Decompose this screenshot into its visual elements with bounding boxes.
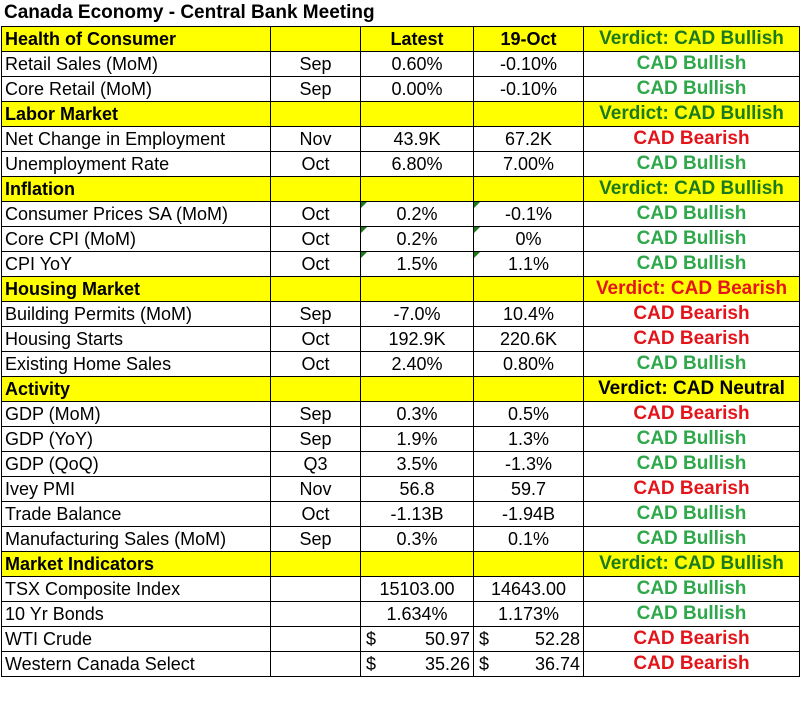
previous-cell-value: 0% <box>515 228 542 249</box>
indicator-name: Western Canada Select <box>2 652 271 677</box>
latest-cell <box>361 127 474 152</box>
indicator-name: GDP (QoQ) <box>2 452 271 477</box>
indicator-period <box>271 652 361 677</box>
section-period-blank <box>271 102 361 127</box>
latest-cell <box>361 602 474 627</box>
latest-cell <box>361 577 474 602</box>
latest-cell <box>361 77 474 102</box>
latest-cell-value: 43.9K <box>393 128 441 149</box>
comment-marker-icon <box>474 202 480 208</box>
indicator-period <box>271 627 361 652</box>
indicator-period: Nov <box>271 127 361 152</box>
indicator-name: Trade Balance <box>2 502 271 527</box>
indicator-period: Sep <box>271 52 361 77</box>
latest-cell-value: 6.80% <box>391 153 443 174</box>
indicator-verdict: CAD Bullish <box>584 52 800 77</box>
latest-cell-value: 1.5% <box>396 253 438 274</box>
column-header-latest <box>361 552 474 577</box>
latest-cell-value: 0.60% <box>391 53 443 74</box>
indicator-period: Oct <box>271 202 361 227</box>
currency-symbol: $ <box>479 653 490 674</box>
previous-cell <box>474 427 584 452</box>
previous-cell <box>474 302 584 327</box>
section-name: Activity <box>2 377 271 402</box>
indicator-verdict: CAD Bullish <box>584 527 800 552</box>
previous-cell <box>474 577 584 602</box>
table-row <box>2 152 800 177</box>
section-verdict: Verdict: CAD Bullish <box>584 27 800 52</box>
currency-symbol: $ <box>479 628 490 649</box>
previous-cell <box>474 352 584 377</box>
latest-cell <box>361 452 474 477</box>
indicator-verdict: CAD Bearish <box>584 127 800 152</box>
indicator-verdict: CAD Bullish <box>584 502 800 527</box>
indicator-period: Nov <box>271 477 361 502</box>
latest-cell <box>361 477 474 502</box>
section-header-row <box>2 552 800 577</box>
indicator-period: Sep <box>271 402 361 427</box>
indicator-name: CPI YoY <box>2 252 271 277</box>
comment-marker-icon <box>474 227 480 233</box>
section-verdict: Verdict: CAD Bullish <box>584 177 800 202</box>
comment-marker-icon <box>361 252 367 258</box>
currency-symbol: $ <box>366 628 377 649</box>
indicator-verdict: CAD Bullish <box>584 427 800 452</box>
table-row <box>2 252 800 277</box>
indicator-period: Oct <box>271 252 361 277</box>
latest-cell-value: 2.40% <box>391 353 443 374</box>
column-header-previous <box>474 177 584 202</box>
section-name: Health of Consumer <box>2 27 271 52</box>
previous-cell-value: 52.28 <box>534 628 580 649</box>
latest-cell <box>361 502 474 527</box>
table-row <box>2 577 800 602</box>
indicator-verdict: CAD Bullish <box>584 577 800 602</box>
previous-cell <box>474 527 584 552</box>
economy-table <box>1 26 800 677</box>
previous-cell <box>474 252 584 277</box>
indicator-period <box>271 602 361 627</box>
previous-cell <box>474 77 584 102</box>
indicator-verdict: CAD Bearish <box>584 402 800 427</box>
latest-cell <box>361 352 474 377</box>
latest-cell <box>361 152 474 177</box>
indicator-verdict: CAD Bullish <box>584 202 800 227</box>
previous-cell <box>474 477 584 502</box>
section-name: Labor Market <box>2 102 271 127</box>
previous-cell <box>474 52 584 77</box>
section-verdict: Verdict: CAD Neutral <box>584 377 800 402</box>
previous-cell-value: 36.74 <box>534 653 580 674</box>
table-row <box>2 527 800 552</box>
currency-symbol: $ <box>366 653 377 674</box>
column-header-latest <box>361 177 474 202</box>
indicator-name: Housing Starts <box>2 327 271 352</box>
section-period-blank <box>271 277 361 302</box>
section-verdict: Verdict: CAD Bearish <box>584 277 800 302</box>
table-row <box>2 302 800 327</box>
indicator-name: Retail Sales (MoM) <box>2 52 271 77</box>
indicator-name: GDP (YoY) <box>2 427 271 452</box>
comment-marker-icon <box>361 202 367 208</box>
table-row <box>2 452 800 477</box>
indicator-name: Existing Home Sales <box>2 352 271 377</box>
latest-cell-value: -1.13B <box>390 503 444 524</box>
previous-cell <box>474 452 584 477</box>
column-header-latest <box>361 102 474 127</box>
latest-cell-value: 35.26 <box>424 653 470 674</box>
previous-cell <box>474 652 584 677</box>
page-title: Canada Economy - Central Bank Meeting <box>4 2 375 23</box>
section-period-blank <box>271 27 361 52</box>
column-header-previous <box>474 102 584 127</box>
indicator-name: Unemployment Rate <box>2 152 271 177</box>
previous-cell <box>474 227 584 252</box>
latest-cell-value: 1.634% <box>386 603 448 624</box>
previous-cell-value: 10.4% <box>502 303 555 324</box>
section-header-row <box>2 177 800 202</box>
latest-cell <box>361 652 474 677</box>
indicator-name: Core Retail (MoM) <box>2 77 271 102</box>
latest-cell-value: 0.2% <box>396 203 438 224</box>
indicator-period: Oct <box>271 152 361 177</box>
indicator-verdict: CAD Bullish <box>584 77 800 102</box>
latest-cell <box>361 302 474 327</box>
latest-cell <box>361 327 474 352</box>
latest-cell-value: 0.3% <box>396 528 438 549</box>
indicator-name: WTI Crude <box>2 627 271 652</box>
section-header-row <box>2 27 800 52</box>
section-name: Inflation <box>2 177 271 202</box>
latest-cell-value: 0.2% <box>396 228 438 249</box>
previous-cell-value: 1.3% <box>507 428 550 449</box>
previous-cell-value: 1.173% <box>497 603 560 624</box>
latest-cell-value: 1.9% <box>396 428 438 449</box>
latest-cell <box>361 252 474 277</box>
latest-cell <box>361 402 474 427</box>
latest-cell-value: 0.00% <box>391 78 443 99</box>
section-period-blank <box>271 377 361 402</box>
indicator-period: Oct <box>271 352 361 377</box>
indicator-name: Building Permits (MoM) <box>2 302 271 327</box>
section-header-row <box>2 102 800 127</box>
indicator-verdict: CAD Bullish <box>584 352 800 377</box>
section-name: Housing Market <box>2 277 271 302</box>
indicator-name: 10 Yr Bonds <box>2 602 271 627</box>
previous-cell <box>474 327 584 352</box>
section-verdict: Verdict: CAD Bullish <box>584 102 800 127</box>
indicator-verdict: CAD Bullish <box>584 227 800 252</box>
table-row <box>2 52 800 77</box>
previous-cell-value: 220.6K <box>499 328 558 349</box>
section-header-row <box>2 277 800 302</box>
indicator-period: Oct <box>271 227 361 252</box>
latest-cell <box>361 202 474 227</box>
indicator-period: Oct <box>271 327 361 352</box>
column-header-previous <box>474 552 584 577</box>
previous-cell-value: -1.94B <box>501 503 556 524</box>
table-row <box>2 127 800 152</box>
comment-marker-icon <box>361 227 367 233</box>
indicator-period: Sep <box>271 427 361 452</box>
indicator-period: Oct <box>271 502 361 527</box>
indicator-verdict: CAD Bearish <box>584 627 800 652</box>
previous-cell-value: -1.3% <box>504 453 553 474</box>
indicator-period <box>271 577 361 602</box>
latest-cell-value: 50.97 <box>424 628 470 649</box>
table-row <box>2 227 800 252</box>
column-header-latest <box>361 377 474 402</box>
previous-cell-value: 67.2K <box>504 128 553 149</box>
previous-cell-value: 0.1% <box>507 528 550 549</box>
indicator-period: Sep <box>271 77 361 102</box>
previous-cell-value: -0.10% <box>499 53 558 74</box>
table-row <box>2 627 800 652</box>
previous-cell <box>474 127 584 152</box>
previous-cell-value: 59.7 <box>510 478 547 499</box>
latest-cell-value: 192.9K <box>388 328 446 349</box>
column-header-latest: Latest <box>361 27 474 52</box>
previous-cell <box>474 152 584 177</box>
indicator-verdict: CAD Bearish <box>584 302 800 327</box>
table-row <box>2 652 800 677</box>
previous-cell-value: 0.80% <box>502 353 555 374</box>
indicator-period: Sep <box>271 527 361 552</box>
previous-cell-value: 1.1% <box>507 253 550 274</box>
section-name: Market Indicators <box>2 552 271 577</box>
latest-cell <box>361 427 474 452</box>
section-period-blank <box>271 552 361 577</box>
indicator-name: Net Change in Employment <box>2 127 271 152</box>
table-row <box>2 477 800 502</box>
table-row <box>2 427 800 452</box>
indicator-period: Q3 <box>271 452 361 477</box>
latest-cell-value: 3.5% <box>396 453 438 474</box>
indicator-verdict: CAD Bearish <box>584 327 800 352</box>
column-header-previous: 19-Oct <box>474 27 584 52</box>
table-row <box>2 327 800 352</box>
previous-cell <box>474 202 584 227</box>
previous-cell-value: 7.00% <box>502 153 555 174</box>
indicator-verdict: CAD Bullish <box>584 602 800 627</box>
indicator-verdict: CAD Bullish <box>584 252 800 277</box>
indicator-name: Ivey PMI <box>2 477 271 502</box>
latest-cell <box>361 227 474 252</box>
indicator-name: Manufacturing Sales (MoM) <box>2 527 271 552</box>
previous-cell <box>474 602 584 627</box>
previous-cell-value: 14643.00 <box>490 578 567 599</box>
latest-cell-value: 0.3% <box>396 403 438 424</box>
table-row <box>2 202 800 227</box>
previous-cell-value: -0.10% <box>499 78 558 99</box>
previous-cell-value: -0.1% <box>504 203 553 224</box>
indicator-verdict: CAD Bullish <box>584 452 800 477</box>
previous-cell <box>474 502 584 527</box>
indicator-name: Core CPI (MoM) <box>2 227 271 252</box>
comment-marker-icon <box>474 252 480 258</box>
indicator-verdict: CAD Bearish <box>584 652 800 677</box>
table-row <box>2 502 800 527</box>
section-verdict: Verdict: CAD Bullish <box>584 552 800 577</box>
latest-cell-value: -7.0% <box>393 303 441 324</box>
previous-cell <box>474 402 584 427</box>
column-header-previous <box>474 277 584 302</box>
latest-cell <box>361 527 474 552</box>
indicator-name: TSX Composite Index <box>2 577 271 602</box>
table-row <box>2 352 800 377</box>
previous-cell <box>474 627 584 652</box>
previous-cell-value: 0.5% <box>507 403 550 424</box>
indicator-verdict: CAD Bearish <box>584 477 800 502</box>
indicator-verdict: CAD Bullish <box>584 152 800 177</box>
table-row <box>2 602 800 627</box>
indicator-period: Sep <box>271 302 361 327</box>
table-row <box>2 77 800 102</box>
section-header-row <box>2 377 800 402</box>
latest-cell-value: 56.8 <box>399 478 435 499</box>
column-header-previous <box>474 377 584 402</box>
indicator-name: GDP (MoM) <box>2 402 271 427</box>
table-row <box>2 402 800 427</box>
latest-cell-value: 15103.00 <box>379 578 455 599</box>
column-header-latest <box>361 277 474 302</box>
latest-cell <box>361 52 474 77</box>
latest-cell <box>361 627 474 652</box>
section-period-blank <box>271 177 361 202</box>
indicator-name: Consumer Prices SA (MoM) <box>2 202 271 227</box>
economy-table-body <box>2 27 800 677</box>
